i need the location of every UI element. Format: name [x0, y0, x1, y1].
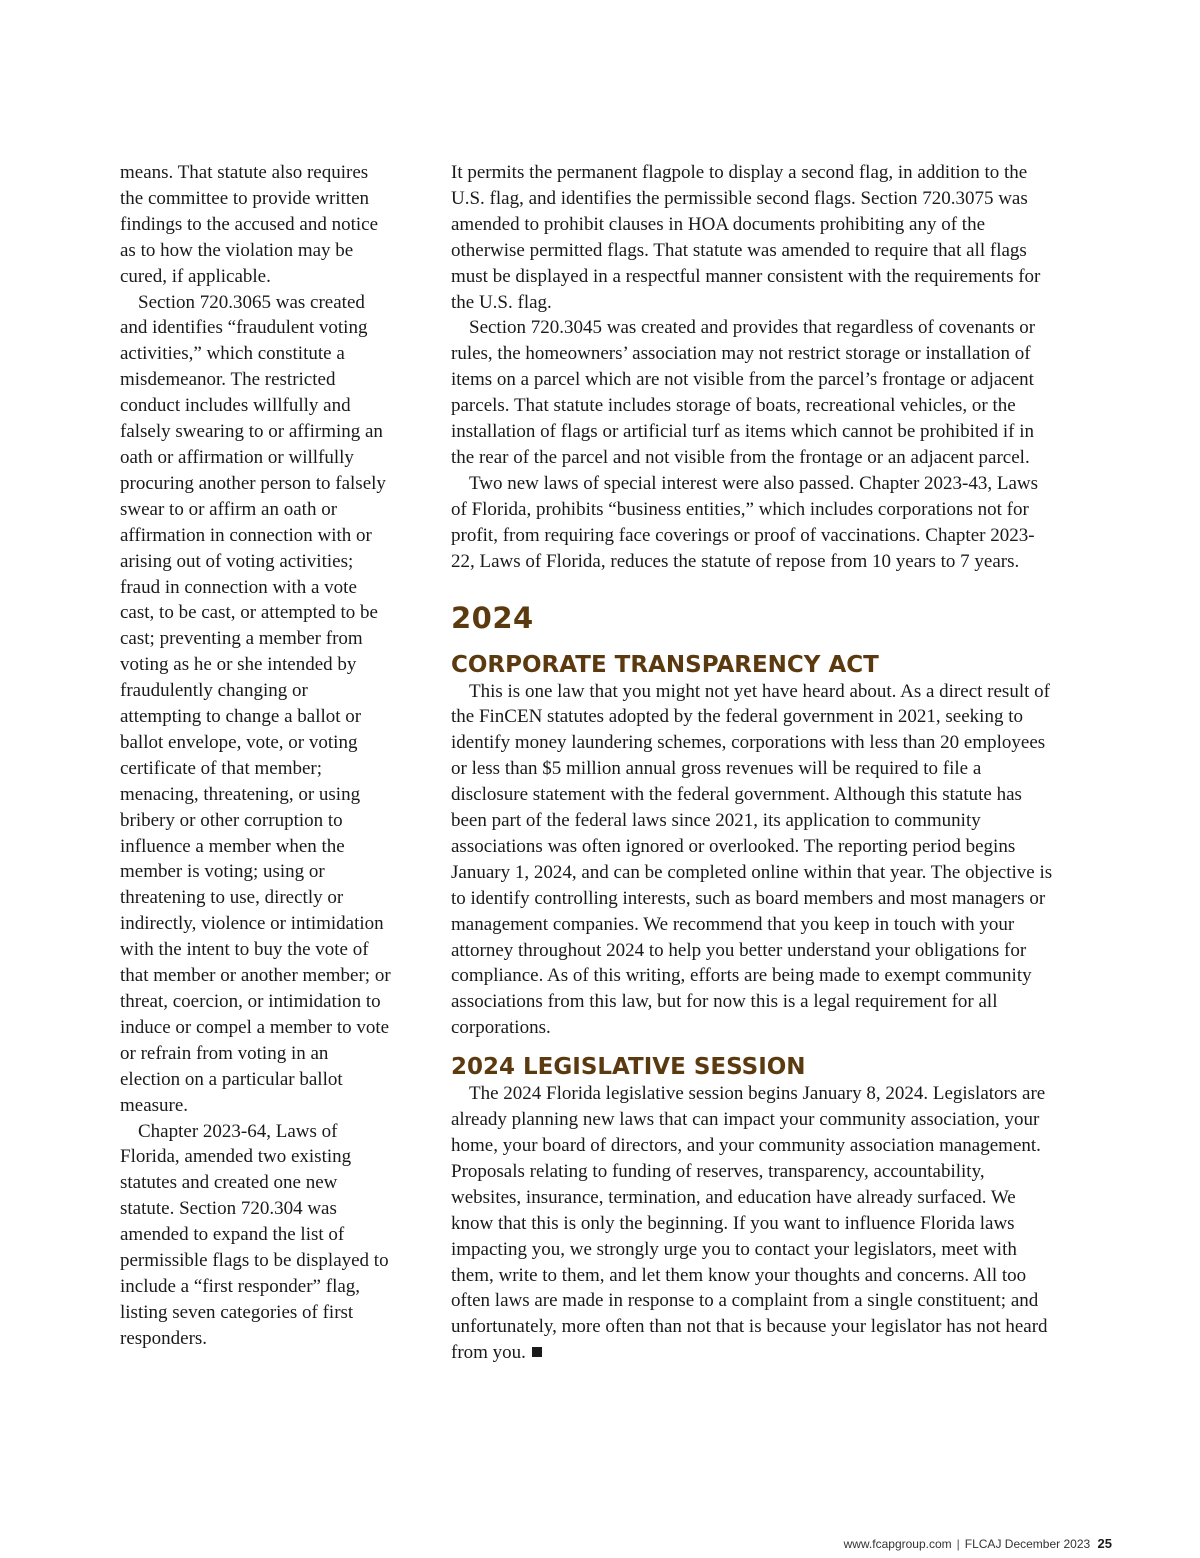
corporate-transparency-paragraph: This is one law that you might not yet have heard about. As a direct result of the FinCEN statutes adopted by the federal government in 2021, seeking to identify money laundering schemes, corporations with less than 20 employees or less than $5 million annual gross revenues will be required to file a disclosure statement with the federal government. Although this statute has been part of the federal laws since 2021, its application to community associations was often ignored or overlooked. The reporting period begins January 1, 2024, and can be completed online within that year. The objective is to identify controlling interests, such as board members and most managers or management companies. We recommend that you keep in touch with your attorney throughout 2024 to help you better understand your obligations for compliance. As of this writing, efforts are being made to exempt community associations from this law, but for now this is a legal requirement for all corporations.	[451, 680, 1053, 1039]
end-of-article-square-icon	[532, 1347, 542, 1357]
legislative-session-heading: 2024 LEGISLATIVE SESSION	[451, 1054, 806, 1081]
legislative-session-paragraph-wrap	[451, 1081, 1057, 1366]
footer-publication: FLCAJ	[964, 1537, 1002, 1551]
footer-issue: December 2023	[1004, 1537, 1091, 1551]
left-column	[120, 160, 392, 1352]
left-paragraph-1: means. That statute also requires the committee to provide written findings to the accused and notice as to how the violation may be cured, if applicable.	[120, 162, 379, 287]
legislative-session-paragraph: The 2024 Florida legislative session begins January 8, 2024. Legislators are already planning new laws that can impact your community association, your home, your board of directors, and your community association management. Proposals relating to funding of reserves, transparency, accountability, websites, insurance, termination, and education have already surfaced. We know that this is only the beginning. If you want to influence Florida laws impacting you, we strongly urge you to contact your legislators, meet with them, write to them, and let them know your thoughts and concerns. All too often laws are made in response to a complaint from a single constituent; and unfortunately, more often than not that is because your legislator has not heard from you.	[451, 1083, 1048, 1364]
year-heading: 2024	[451, 600, 534, 635]
footer-separator: |	[956, 1537, 960, 1551]
left-paragraph-2: Section 720.3065 was created and identifies “fraudulent voting activities,” which constitute a misdemeanor. The restricted conduct includes willfully and falsely swearing to or affirming an oath or affirmation or willfully procuring another person to falsely swear to or affirm an oath or affirmation in connection with or arising out of voting activities; fraud in connection with a vote cast, to be cast, or attempted to be cast; preventing a member from voting as he or she intended by fraudulently changing or attempting to change a ballot or ballot envelope, vote, or voting certificate of that member; menacing, threatening, or using bribery or other corruption to influence a member when the member is voting; using or threatening to use, directly or indirectly, violence or intimidation with the intent to buy the vote of that member or another member; or threat, coercion, or intimidation to induce or compel a member to vote or refrain from voting in an election on a particular ballot measure.	[120, 291, 391, 1116]
right-column	[451, 160, 1057, 1366]
left-paragraph-3: Chapter 2023-64, Laws of Florida, amended two existing statutes and created one new statute. Section 720.304 was amended to expand the list of permissible flags to be displayed to include a “first responder” flag, listing seven categories of first responders.	[120, 1120, 389, 1349]
right-paragraph-1: It permits the permanent flagpole to display a second flag, in addition to the U.S. flag, and identifies the permissible second flags. Section 720.3075 was amended to prohibit clauses in HOA documents prohibiting any of the otherwise permitted flags. That statute was amended to require that all flags must be displayed in a respectful manner consistent with the requirements for the U.S. flag.	[451, 162, 1041, 313]
right-paragraph-2: Section 720.3045 was created and provides that regardless of covenants or rules, the homeowners’ association may not restrict storage or installation of items on a parcel which are not visible from the parcel’s frontage or adjacent parcels. That statute includes storage of boats, recreational vehicles, or the installation of flags or artificial turf as items which cannot be prohibited if in the rear of the parcel and not visible from the frontage or an adjacent parcel.	[451, 317, 1036, 468]
corporate-transparency-heading: CORPORATE TRANSPARENCY ACT	[451, 651, 879, 678]
page-footer	[844, 1536, 1112, 1551]
page-number: 25	[1097, 1536, 1112, 1551]
right-paragraph-3: Two new laws of special interest were also passed. Chapter 2023-43, Laws of Florida, prohibits “business entities,” which includes corporations not for profit, from requiring face coverings or proof of vaccinations. Chapter 2023-22, Laws of Florida, reduces the statute of repose from 10 years to 7 years.	[451, 472, 1039, 572]
footer-website: www.fcapgroup.com	[843, 1537, 952, 1551]
